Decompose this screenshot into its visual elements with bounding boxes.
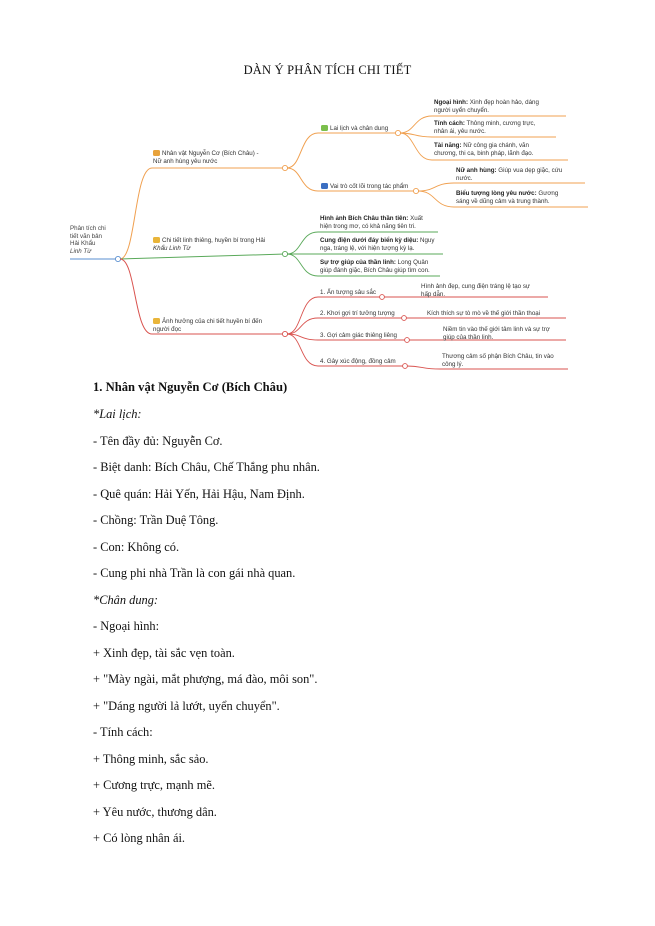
- mindmap-root: Phân tích chi tiết văn bản Hải Khẩu Linh Từ: [70, 225, 106, 255]
- text-line: - Cung phi nhà Trần là con gái nhà quan.: [93, 566, 296, 580]
- branch-3-note: Niềm tin vào thế giới tâm linh và sự trợ giúp của thần linh.: [443, 326, 550, 341]
- text-line: + "Mày ngài, mắt phượng, má đào, môi son".: [93, 672, 318, 686]
- text-line: *Chân dung:: [93, 593, 159, 607]
- branch-2-label: Chi tiết linh thiêng, huyền bí trong Hải Khẩu Linh Từ: [153, 237, 266, 252]
- text-line: + Xinh đẹp, tài sắc vẹn toàn.: [93, 646, 235, 660]
- branch-1-sub-1-item: Tài năng: Nữ công gia chánh, văn chương, thi ca, binh pháp, lãnh đạo.: [434, 142, 534, 157]
- text-line: - Quê quán: Hải Yến, Hải Hậu, Nam Định.: [93, 487, 305, 501]
- branch-2-item: Sự trợ giúp của thần linh: Long Quân giúp đánh giặc, Bích Châu giúp tìm con.: [320, 259, 430, 274]
- branch-1-sub-2-item: Biểu tượng lòng yêu nước: Gương sáng về dũng cảm và trung thành.: [456, 190, 559, 205]
- text-line: + Yêu nước, thương dân.: [93, 805, 217, 819]
- branch-1-sub-1-item: Ngoại hình: Xinh đẹp hoàn hảo, dáng người uyển chuyển.: [434, 99, 539, 114]
- branch-2-item: Hình ảnh Bích Châu thần tiên: Xuất hiện trong mơ, có khả năng tiên tri.: [320, 215, 423, 230]
- sparkle-icon: [153, 318, 160, 324]
- medal-icon: [321, 183, 328, 189]
- branch-1-sub-2-label: Vai trò cốt lõi trong tác phẩm: [321, 183, 408, 191]
- text-line: - Tên đầy đủ: Nguyễn Cơ.: [93, 434, 223, 448]
- text-line: + Thông minh, sắc sảo.: [93, 752, 209, 766]
- branch-1-sub-1-item: Tính cách: Thông minh, cương trực, nhân ái, yêu nước.: [434, 120, 536, 135]
- text-line: *Lai lịch:: [93, 407, 142, 421]
- text-line: + Cương trực, mạnh mẽ.: [93, 778, 215, 792]
- text-line: - Ngoại hình:: [93, 619, 160, 633]
- text-line: - Chồng: Trần Duệ Tông.: [93, 513, 219, 527]
- text-line: - Biệt danh: Bích Châu, Chế Thắng phu nhân.: [93, 460, 320, 474]
- branch-3-item: 4. Gây xúc động, đồng cảm: [320, 358, 396, 365]
- book-icon: [153, 150, 160, 156]
- branch-3-item: 1. Ấn tượng sâu sắc: [320, 289, 377, 296]
- text-line: - Con: Không có.: [93, 540, 180, 554]
- branch-2-item: Cung điện dưới đáy biển kỳ diệu: Nguy nga, tráng lệ, với hiện tượng kỳ lạ.: [320, 237, 435, 252]
- branch-3-note: Thương cảm số phận Bích Châu, tin vào công lý.: [442, 353, 554, 368]
- branch-3-note: Kích thích sự tò mò về thế giới thần thoại: [427, 310, 541, 317]
- text-line: + "Dáng người lả lướt, uyển chuyển".: [93, 699, 280, 713]
- star-icon: [321, 125, 328, 131]
- text-line: - Tính cách:: [93, 725, 153, 739]
- branch-3-label: Ảnh hưởng của chi tiết huyền bí đến người đọc: [153, 318, 263, 333]
- page-title: DÀN Ý PHÂN TÍCH CHI TIẾT: [243, 63, 412, 77]
- branch-1-label: Nhân vật Nguyễn Cơ (Bích Châu) - Nữ anh hùng yêu nước: [153, 150, 259, 165]
- section-heading: 1. Nhân vật Nguyễn Cơ (Bích Châu): [93, 380, 288, 394]
- branch-1-sub-1-label: Lai lịch và chân dung: [321, 125, 388, 133]
- text-line: + Có lòng nhân ái.: [93, 831, 185, 845]
- branch-3-item: 2. Khơi gợi trí tưởng tượng: [320, 310, 395, 317]
- branch-3-item: 3. Gợi cảm giác thiêng liêng: [320, 332, 397, 339]
- temple-icon: [153, 237, 160, 243]
- branch-3-note: Hình ảnh đẹp, cung điện tráng lệ tạo sự hấp dẫn.: [421, 283, 531, 298]
- branch-1-sub-2-item: Nữ anh hùng: Giúp vua dẹp giặc, cứu nước.: [456, 167, 563, 182]
